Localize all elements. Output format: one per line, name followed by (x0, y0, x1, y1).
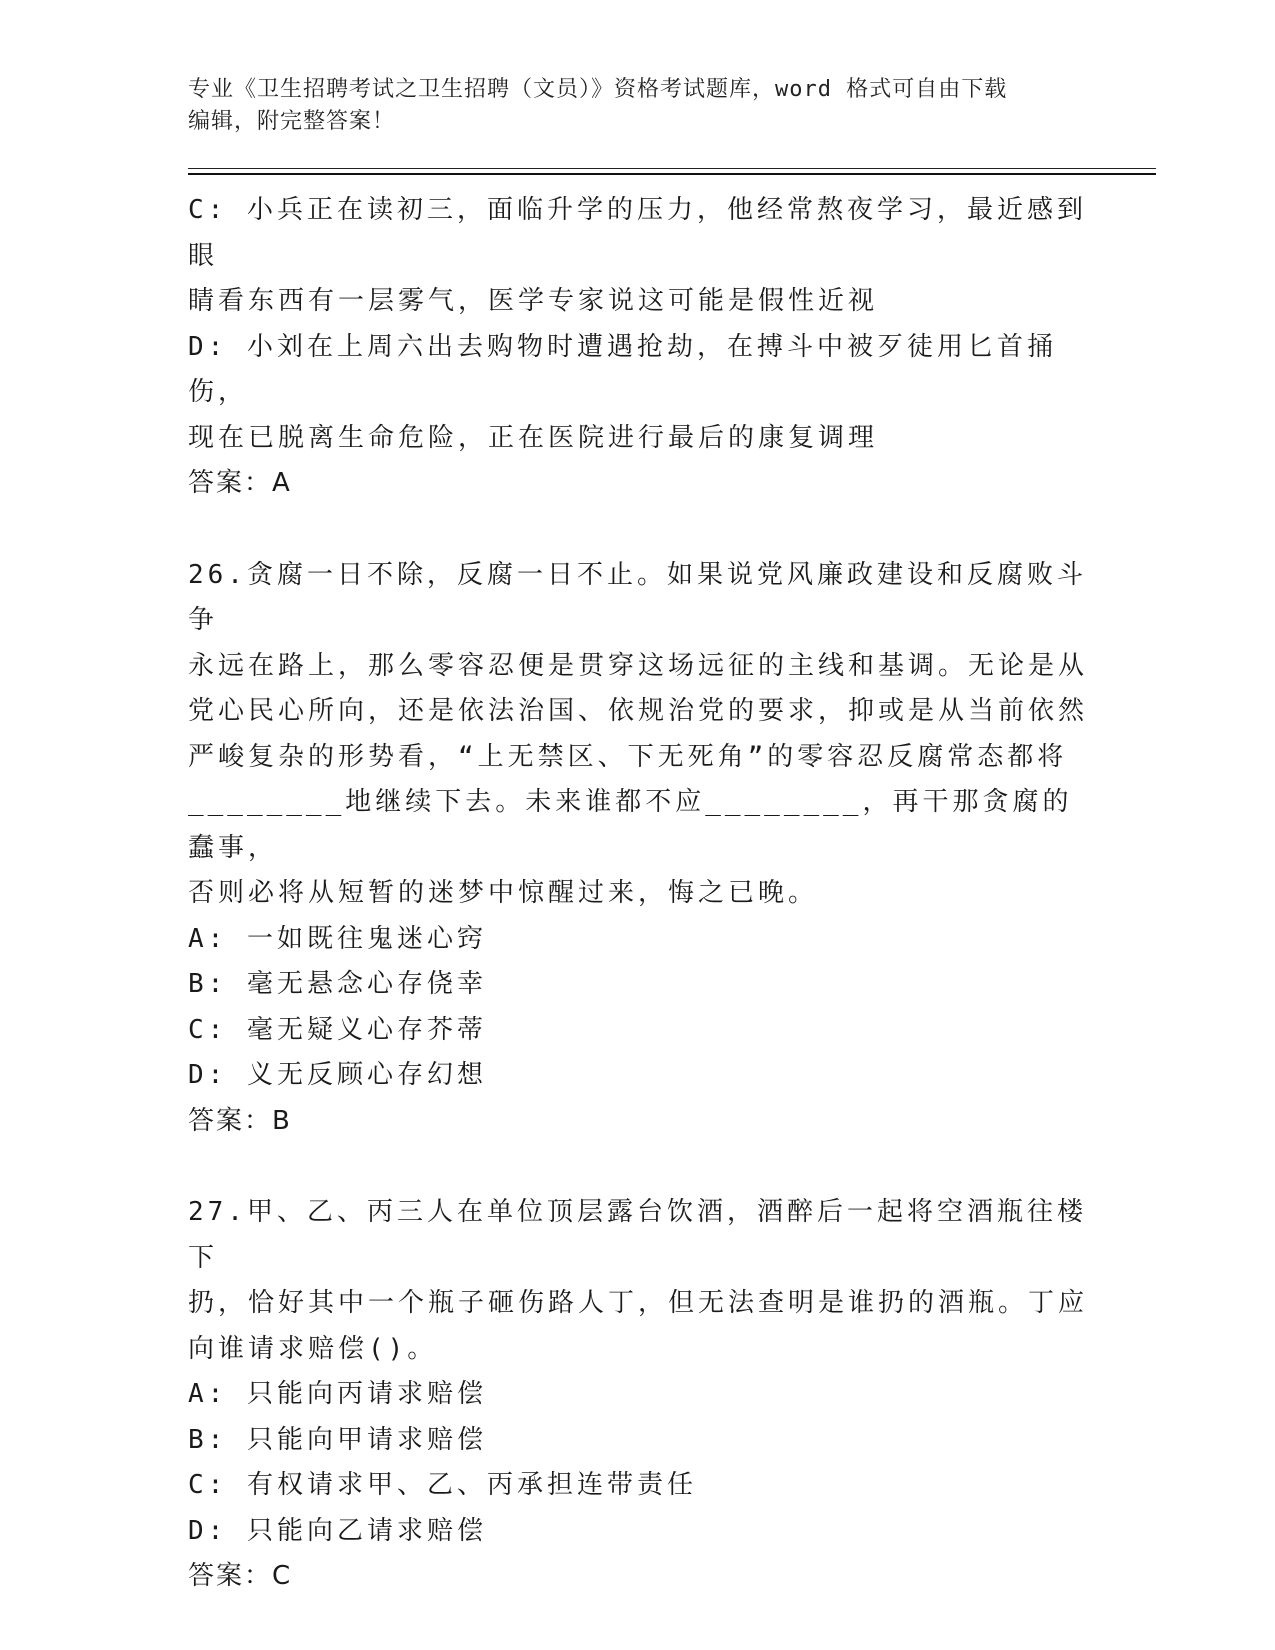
answer-line: 答案：B (188, 1105, 292, 1136)
question-text-line: 向谁请求赔偿()。 (188, 1333, 438, 1364)
answer-line: 答案：C (188, 1561, 293, 1591)
spacer (188, 1144, 1088, 1190)
spacer (188, 507, 1088, 553)
question-text-line: ________地继续下去。未来谁都不应________，再干那贪腐的蠢事， (188, 787, 1073, 863)
option-d: D: 义无反顾心存幻想 (188, 1060, 487, 1090)
option-d: D: 小刘在上周六出去购物时遭遇抢劫，在搏斗中被歹徒用匕首捅伤， (188, 331, 1057, 407)
option-b: B: 毫无悬念心存侥幸 (188, 969, 487, 999)
option-d: D: 只能向乙请求赔偿 (188, 1515, 487, 1546)
question-27 (188, 1190, 1088, 1600)
question-text-line: 26.贪腐一日不除，反腐一日不止。如果说党风廉政建设和反腐败斗争 (188, 559, 1087, 635)
option-d-continued: 现在已脱离生命危险，正在医院进行最后的康复调理 (188, 422, 879, 453)
question-text-line: 扔，恰好其中一个瓶子砸伤路人丁，但无法查明是谁扔的酒瓶。丁应 (188, 1288, 1089, 1318)
question-content (188, 188, 1088, 1600)
question-text-line: 27.甲、乙、丙三人在单位顶层露台饮酒，酒醉后一起将空酒瓶往楼下 (188, 1197, 1087, 1273)
header-line-2: 编辑，附完整答案！ (188, 109, 396, 134)
document-header (188, 74, 1068, 138)
header-rule-thin (188, 168, 1156, 169)
question-26 (188, 553, 1088, 1145)
option-a: A: 只能向丙请求赔偿 (188, 1379, 487, 1409)
previous-question-tail (188, 188, 1088, 507)
question-text-line: 党心民心所向，还是依法治国、依规治党的要求，抑或是从当前依然 (188, 696, 1089, 726)
option-c: C: 小兵正在读初三，面临升学的压力，他经常熬夜学习，最近感到眼 (188, 195, 1087, 271)
option-c: C: 毫无疑义心存芥蒂 (188, 1014, 487, 1045)
option-c-continued: 睛看东西有一层雾气，医学专家说这可能是假性近视 (188, 286, 879, 316)
question-text-line: 否则必将从短暂的迷梦中惊醒过来，悔之已晚。 (188, 878, 819, 908)
header-line-1: 专业《卫生招聘考试之卫生招聘（文员）》资格考试题库，word 格式可自由下载 (188, 77, 1008, 102)
option-b: B: 只能向甲请求赔偿 (188, 1424, 487, 1455)
answer-line: 答案：A (188, 468, 292, 498)
option-a: A: 一如既往鬼迷心窍 (188, 923, 487, 954)
question-text-line: 永远在路上，那么零容忍便是贯穿这场远征的主线和基调。无论是从 (188, 650, 1089, 681)
option-c: C: 有权请求甲、乙、丙承担连带责任 (188, 1470, 697, 1500)
header-rule-thick (188, 173, 1156, 175)
question-text-line: 严峻复杂的形势看，“上无禁区、下无死角”的零容忍反腐常态都将 (188, 741, 1068, 772)
